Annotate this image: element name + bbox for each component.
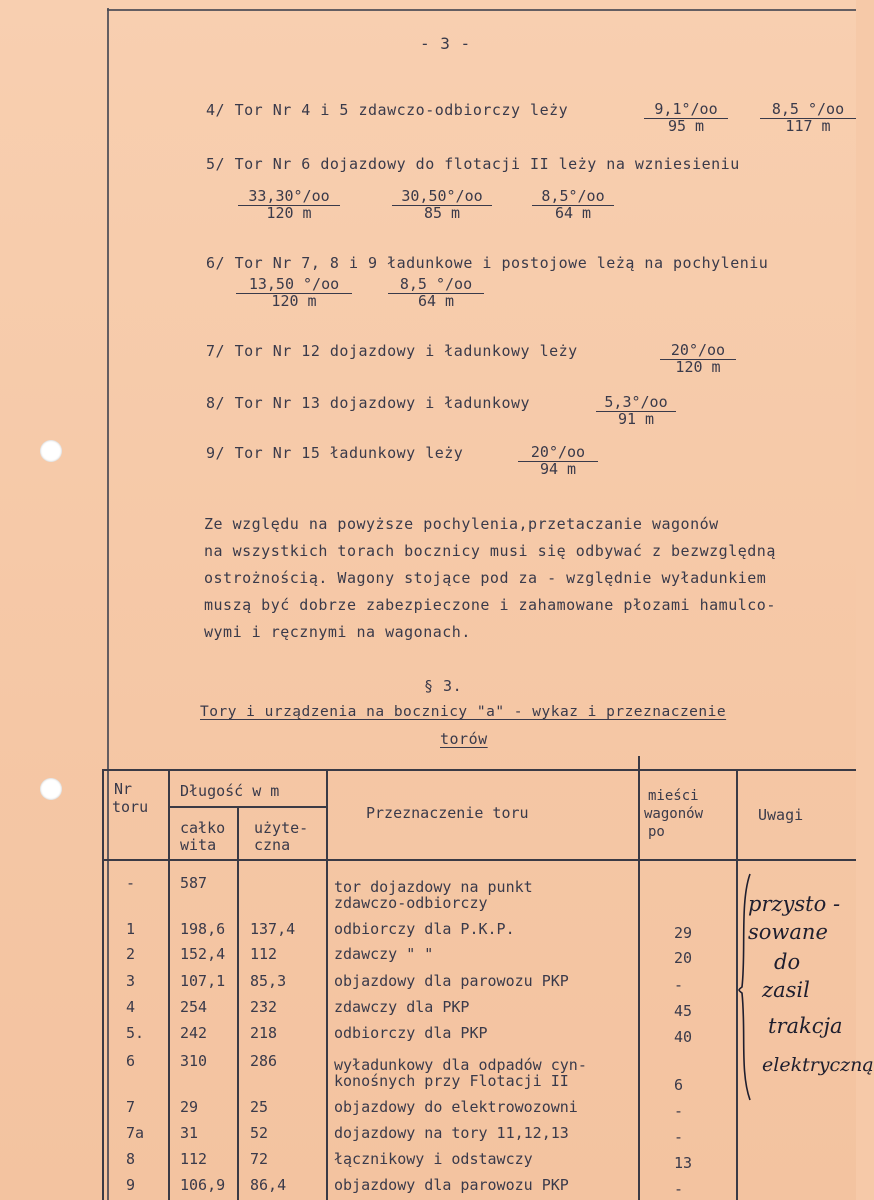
cell-purpose: odbiorczy dla PKP [334,1024,488,1042]
cell-usable-length: 72 [250,1150,269,1168]
item-text: 9/ Tor Nr 15 ładunkowy leży [206,444,464,462]
cell-purpose: zdawczy " " [334,945,434,963]
handwritten-note: do [774,950,801,974]
cell-capacity: - [674,1102,684,1120]
cell-purpose: tor dojazdowy na punkt [334,878,533,896]
header-capacity: wagonów [644,806,704,822]
gradient-fraction: $\frac{33,30^\circ/oo}{120 m}$ [238,188,340,221]
cell-purpose: łącznikowy i odstawczy [334,1150,533,1168]
cell-usable-length: 137,4 [250,920,296,938]
paragraph-line: ostrożnością. Wagony stojące pod za - względnie wyładunkiem [204,569,767,587]
cell-total-length: 152,4 [180,945,226,963]
cell-usable-length: 218 [250,1024,278,1042]
binder-hole [40,440,62,462]
cell-usable-length: 86,4 [250,1176,287,1194]
header-total: wita [180,836,217,854]
cell-total-length: 198,6 [180,920,226,938]
item-text: 5/ Tor Nr 6 dojazdowy do flotacji II leży na wzniesieniu [206,155,740,173]
cell-track-number: 5. [126,1024,145,1042]
handwritten-note: sowane [748,920,828,944]
cell-track-number: 7a [126,1124,145,1142]
cell-purpose: objazdowy do elektrowozowni [334,1098,578,1116]
header-purpose: Przeznaczenie toru [366,804,529,822]
table-col-line [638,756,640,1200]
cell-track-number: 3 [126,972,136,990]
header-length: Długość w m [180,782,280,800]
cell-track-number: 9 [126,1176,136,1194]
handwritten-note: przysto - [748,892,841,916]
cell-usable-length: 112 [250,945,278,963]
header-capacity: mieści [648,788,699,804]
cell-total-length: 310 [180,1052,208,1070]
header-usable: czna [254,836,291,854]
section-title-continued: torów [440,730,488,748]
cell-total-length: 29 [180,1098,199,1116]
cell-total-length: 112 [180,1150,208,1168]
handwritten-note: trakcja [768,1014,843,1038]
cell-usable-length: 52 [250,1124,269,1142]
cell-usable-length: 286 [250,1052,278,1070]
cell-capacity: 45 [674,1002,693,1020]
gradient-fraction: $\frac{8,5^\circ/oo}{64 m}$ [532,188,614,221]
cell-total-length: 242 [180,1024,208,1042]
cell-total-length: 106,9 [180,1176,226,1194]
gradient-fraction: $\frac{20^\circ/oo}{120 m}$ [660,342,736,375]
table-subheader-line [170,806,326,808]
table-col-line [168,769,170,1200]
cell-usable-length: 232 [250,998,278,1016]
cell-purpose: objazdowy dla parowozu PKP [334,972,569,990]
table-header-bottom [102,859,856,861]
margin-line [107,8,109,1200]
paragraph-line: Ze względu na powyższe pochylenia,przetaczanie wagonów [204,515,719,533]
cell-usable-length: 25 [250,1098,269,1116]
gradient-fraction: $\frac{30,50^\circ/oo}{85 m}$ [392,188,492,221]
cell-purpose: zdawczy dla PKP [334,998,470,1016]
item-text: 6/ Tor Nr 7, 8 i 9 ładunkowe i postojowe leżą na pochyleniu [206,254,769,272]
handwritten-brace [736,872,756,1102]
cell-total-length: 107,1 [180,972,226,990]
gradient-fraction: $\frac{8,5 ^\circ/oo}{64 m}$ [388,276,484,309]
cell-total-length: 254 [180,998,208,1016]
header-nr: toru [112,798,149,816]
cell-track-number: 2 [126,945,136,963]
header-remarks: Uwagi [758,806,804,824]
paragraph-line: wymi i ręcznymi na wagonach. [204,623,471,641]
paragraph-line: muszą być dobrze zabezpieczone i zahamowane płozami hamulco- [204,596,776,614]
gradient-fraction: $\frac{5,3^\circ/oo}{91 m}$ [596,394,676,427]
paragraph-line: na wszystkich torach bocznicy musi się odbywać z bezwzględną [204,542,776,560]
cell-total-length: 587 [180,874,208,892]
binder-hole [40,778,62,800]
cell-capacity: - [674,1128,684,1146]
section-number: § 3. [424,677,463,695]
cell-purpose: odbiorczy dla P.K.P. [334,920,515,938]
table-col-line [237,806,239,1200]
cell-capacity: - [674,1180,684,1198]
handwritten-note: elektryczną [762,1054,874,1076]
cell-capacity: - [674,976,684,994]
item-text: 4/ Tor Nr 4 i 5 zdawczo-odbiorczy leży [206,101,569,119]
handwritten-note: zasil [762,978,810,1002]
gradient-fraction: $\frac{20^\circ/oo}{94 m}$ [518,444,598,477]
cell-purpose-continued: zdawczo-odbiorczy [334,894,488,912]
cell-purpose: objazdowy dla parowozu PKP [334,1176,569,1194]
header-nr: Nr [114,780,133,798]
gradient-fraction: $\frac{8,5 ^\circ/oo}{117 m}$ [760,101,856,134]
section-title: Tory i urządzenia na bocznicy "a" - wykaz i przeznaczenie [200,704,727,720]
cell-capacity: 29 [674,924,693,942]
cell-total-length: 31 [180,1124,199,1142]
cell-track-number: - [126,874,136,892]
cell-capacity: 13 [674,1154,693,1172]
table-border-top [102,769,856,771]
cell-purpose: dojazdowy na tory 11,12,13 [334,1124,569,1142]
cell-track-number: 6 [126,1052,136,1070]
cell-usable-length: 85,3 [250,972,287,990]
cell-purpose-continued: konośnych przy Flotacji II [334,1072,569,1090]
header-usable: użyte- [254,819,309,837]
cell-capacity: 20 [674,949,693,967]
table-col-line [102,769,104,1200]
cell-capacity: 40 [674,1028,693,1046]
header-capacity: po [648,824,665,840]
cell-capacity: 6 [674,1076,684,1094]
top-border-line [107,9,856,11]
cell-purpose: wyładunkowy dla odpadów cyn- [334,1056,587,1074]
item-text: 8/ Tor Nr 13 dojazdowy i ładunkowy [206,394,531,412]
gradient-fraction: $\frac{9,1^\circ/oo}{95 m}$ [644,101,728,134]
gradient-fraction: $\frac{13,50 ^\circ/oo}{120 m}$ [236,276,352,309]
cell-track-number: 8 [126,1150,136,1168]
cell-track-number: 1 [126,920,136,938]
table-col-line [326,769,328,1200]
header-total: całko [180,819,226,837]
item-text: 7/ Tor Nr 12 dojazdowy i ładunkowy leży [206,342,578,360]
cell-track-number: 7 [126,1098,136,1116]
page-number: - 3 - [420,34,471,53]
cell-track-number: 4 [126,998,136,1016]
